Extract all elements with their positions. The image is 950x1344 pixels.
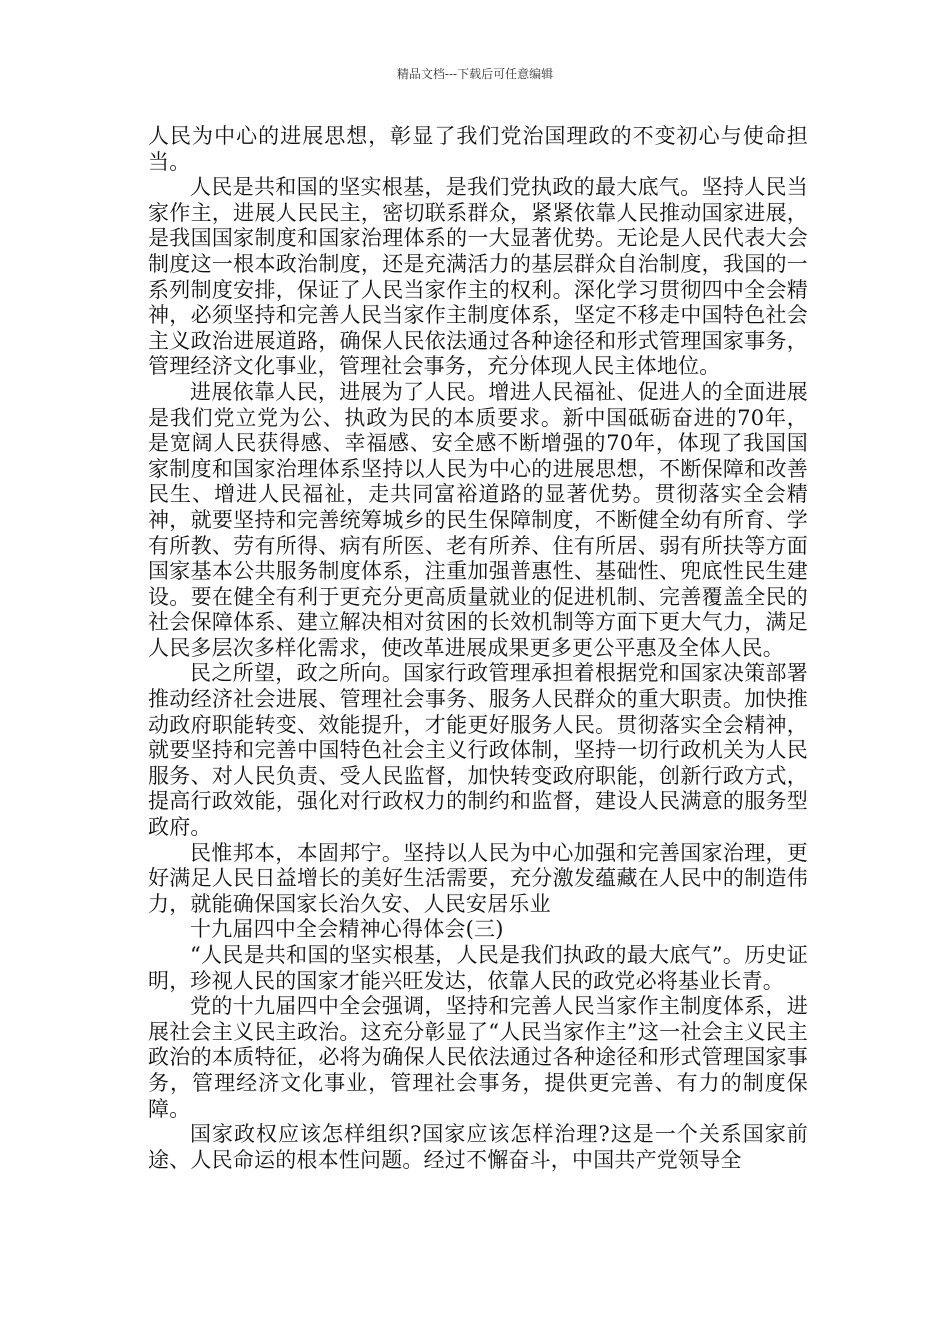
paragraph-development-for-people: 进展依靠人民，进展为了人民。增进人民福祉、促进人的全面进展是我们党立党为公、执政为民的本质要求。新中国砥砺奋进的70年，是宽阔人民获得感、幸福感、安全感不断增强的70年，体现了我国国家制度和国家治理体系坚持以人民为中心的进展思想，不断保障和改善民生、增进人民福祉，走共同富裕道路的显著优势。贯彻落实全会精神，就要坚持和完善统筹城乡的民生保障制度，不断健全幼有所育、学有所教、劳有所得、病有所医、老有所养、住有所居、弱有所扶等方面国家基本公共服务制度体系，注重加强普惠性、基础性、兜底性民生建设。要在健全有利于更充分更高质量就业的促进机制、完善覆盖全民的社会保障体系、建立解决相对贫困的长效机制等方面下更大气力，满足人民多层次多样化需求，使改革进展成果更多更公平惠及全体人民。 bbox=[148, 379, 808, 660]
paragraph-plenum: 党的十九届四中全会强调，坚持和完善人民当家作主制度体系，进展社会主义民主政治。这充分彰显了“人民当家作主”这一社会主义民主政治的本质特征，必将为确保人民依法通过各种途径和形式管理国家事务，管理经济文化事业，管理社会事务，提供更完善、有力的制度保障。 bbox=[148, 994, 808, 1121]
section-heading: 十九届四中全会精神心得体会(三) bbox=[190, 917, 504, 942]
document-body bbox=[148, 124, 808, 1173]
paragraph-governance-question: 国家政权应该怎样组织?国家应该怎样治理?这是一个关系国家前途、人民命运的根本性问题。经过不懈奋斗，中国共产党领导全 bbox=[148, 1122, 808, 1172]
page-header-watermark: 精品文档---下载后可任意编辑 bbox=[396, 67, 554, 81]
paragraph-administration: 民之所望，政之所向。国家行政管理承担着根据党和国家决策部署推动经济社会进展、管理社会事务、服务人民群众的重大职责。加快推动政府职能转变、效能提升，才能更好服务人民。贯彻落实全会精神，就要坚持和完善中国特色社会主义行政体制，坚持一切行政机关为人民服务、对人民负责、受人民监督，加快转变政府职能，创新行政方式，提高行政效能，强化对行政权力的制约和监督，建设人民满意的服务型政府。 bbox=[148, 661, 808, 840]
paragraph-people-root: 民惟邦本，本固邦宁。坚持以人民为中心加强和完善国家治理，更好满足人民日益增长的美好生活需要，充分激发蕴藏在人民中的制造伟力，就能确保国家长治久安、人民安居乐业 bbox=[148, 840, 808, 916]
paragraph-people-foundation: 人民是共和国的坚实根基，是我们党执政的最大底气。坚持人民当家作主，进展人民民主，密切联系群众，紧紧依靠人民推动国家进展，是我国国家制度和国家治理体系的一大显著优势。无论是人民代表大会制度这一根本政治制度，还是充满活力的基层群众自治制度，我国的一系列制度安排，保证了人民当家作主的权利。深化学习贯彻四中全会精神，必须坚持和完善人民当家作主制度体系，坚定不移走中国特色社会主义政治进展道路，确保人民依法通过各种途径和形式管理国家事务，管理经济文化事业，管理社会事务，充分体现人民主体地位。 bbox=[148, 175, 808, 379]
paragraph-quote: “人民是共和国的坚实根基，人民是我们执政的最大底气”。历史证明，珍视人民的国家才能兴旺发达，依靠人民的政党必将基业长青。 bbox=[148, 943, 808, 993]
paragraph-continuation: 人民为中心的进展思想，彰显了我们党治国理政的不变初心与使命担当。 bbox=[148, 124, 808, 174]
